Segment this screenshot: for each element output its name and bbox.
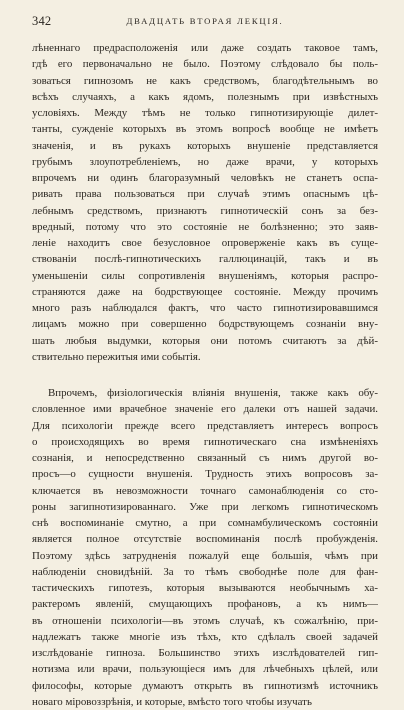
- text-line: зоваться гипнозомъ не какъ средствомъ, благодѣтельнымъ во: [32, 74, 378, 87]
- paragraph-1: [32, 40, 378, 365]
- text-line: о происходящихъ во время гипнотическаго сна измѣненіяхъ: [32, 435, 378, 448]
- text-line: ривать права пользоваться при случаѣ этимъ опаснымъ цѣ-: [32, 188, 378, 201]
- running-title: ДВАДЦАТЬ ВТОРАЯ ЛЕКЦІЯ.: [126, 16, 284, 26]
- paragraph-2: [32, 385, 378, 710]
- text-line: грубымъ злоупотребленіемъ, но даже врачи, у которыхъ: [32, 155, 378, 168]
- text-line: въ отношеніи психологіи—въ этомъ случаѣ, къ сожалѣнію, при-: [32, 614, 378, 627]
- text-line: условіяхъ. Между тѣмъ не только гипнотизирующіе дилет-: [32, 107, 378, 119]
- text-line: лѣненнаго предрасположенія или даже создать таковое тамъ,: [32, 42, 378, 54]
- text-line: Для психологіи прежде всего представляетъ интересъ вопросъ: [32, 419, 378, 432]
- text-line: рактеромъ явленій, смущающихъ профановъ, а къ нимъ—: [32, 598, 378, 611]
- text-line: нотизма или врачи, пользующіеся имъ для лѣчебныхъ цѣлей, или: [32, 663, 378, 676]
- text-line: надлежатъ также многіе изъ тѣхъ, кто сдѣлалъ своей задачей: [32, 630, 378, 643]
- page-header: [32, 14, 378, 30]
- text-line: словленное ими врачебное значеніе его далеки отъ нашей задачи.: [32, 403, 378, 416]
- text-line: снѣ воспоминаніе смутно, а при сомнамбулическомъ состояніи: [32, 517, 378, 529]
- text-line: значенія, и въ рукахъ которыхъ внушеніе представляется: [32, 139, 378, 152]
- text-line: философы, которые думаютъ открыть въ гипнотизмѣ источникъ: [32, 679, 378, 692]
- page-number: 342: [32, 14, 52, 28]
- text-line: лебнымъ средствомъ, признаютъ гипнотическій сонъ за без-: [32, 204, 378, 217]
- text-line: роны загипнотизированнаго. Уже при легкомъ гипнотическомъ: [32, 500, 378, 513]
- text-line: новаго міровоззрѣнія, и которые, вмѣсто того чтобы изучать: [32, 695, 312, 708]
- text-line: вредный, потому что это состояніе не болѣзненно; это заяв-: [32, 220, 378, 233]
- text-line: всѣхъ случаяхъ, а какъ ядомъ, полезнымъ при извѣстныхъ: [32, 90, 378, 103]
- text-line: уменьшеніи силы сопротивленія внушеніямъ, которыя распро-: [32, 269, 378, 282]
- text-line: леніе находитъ свое безусловное опроверженіе какъ въ суще-: [32, 237, 378, 249]
- text-line: является полное отсутствіе воспоминанія послѣ пробужденія.: [32, 533, 378, 546]
- text-line: Впрочемъ, физіологическія вліянія внушенія, также какъ обу-: [48, 387, 378, 399]
- text-line: Поэтому здѣсь затрудненія пожалуй еще большія, чѣмъ при: [32, 549, 378, 562]
- text-line: изслѣдованіе гипноза. Большинство этихъ изслѣдователей гип-: [32, 647, 378, 659]
- text-line: ствованіи послѣ-гипнотическихъ галлюцинацій, такъ и въ: [32, 253, 378, 266]
- text-line: ствительно пережитыя ими событія.: [32, 350, 201, 363]
- text-line: шать любыя выдумки, которыя они потомъ считаютъ за дѣй-: [32, 334, 378, 347]
- text-line: много разъ наблюдался фактъ, что часто гипнотизировавшимся: [32, 302, 378, 314]
- text-line: страняются даже на бодрствующее состояніе. Между прочимъ: [32, 285, 378, 298]
- text-line: тастическихъ гипотезъ, которыя вызываются необычнымъ ха-: [32, 582, 378, 594]
- text-line: наблюденіи сновидѣній. За то тѣмъ свободнѣе поле для фан-: [32, 565, 378, 578]
- text-line: впрочемъ ни одинъ благоразумный человѣкъ не станетъ оспа-: [32, 172, 378, 184]
- text-line: сознанія, и непосредственно связанный съ нимъ другой во-: [32, 452, 378, 464]
- text-line: танты, сужденіе которыхъ въ этомъ вопросѣ вообще не имѣетъ: [32, 123, 378, 136]
- page-body: [32, 40, 378, 710]
- text-line: гдѣ его первоначально не было. Поэтому слѣдовало бы поль-: [32, 58, 378, 71]
- text-line: просъ—о сущности внушенія. Трудность этихъ вопросовъ за-: [32, 468, 378, 481]
- text-line: лицамъ можно при совершенно бодрствующемъ сознаніи вну-: [32, 318, 378, 331]
- text-line: ключается въ невозможности точнаго самонаблюденія со сто-: [32, 484, 378, 497]
